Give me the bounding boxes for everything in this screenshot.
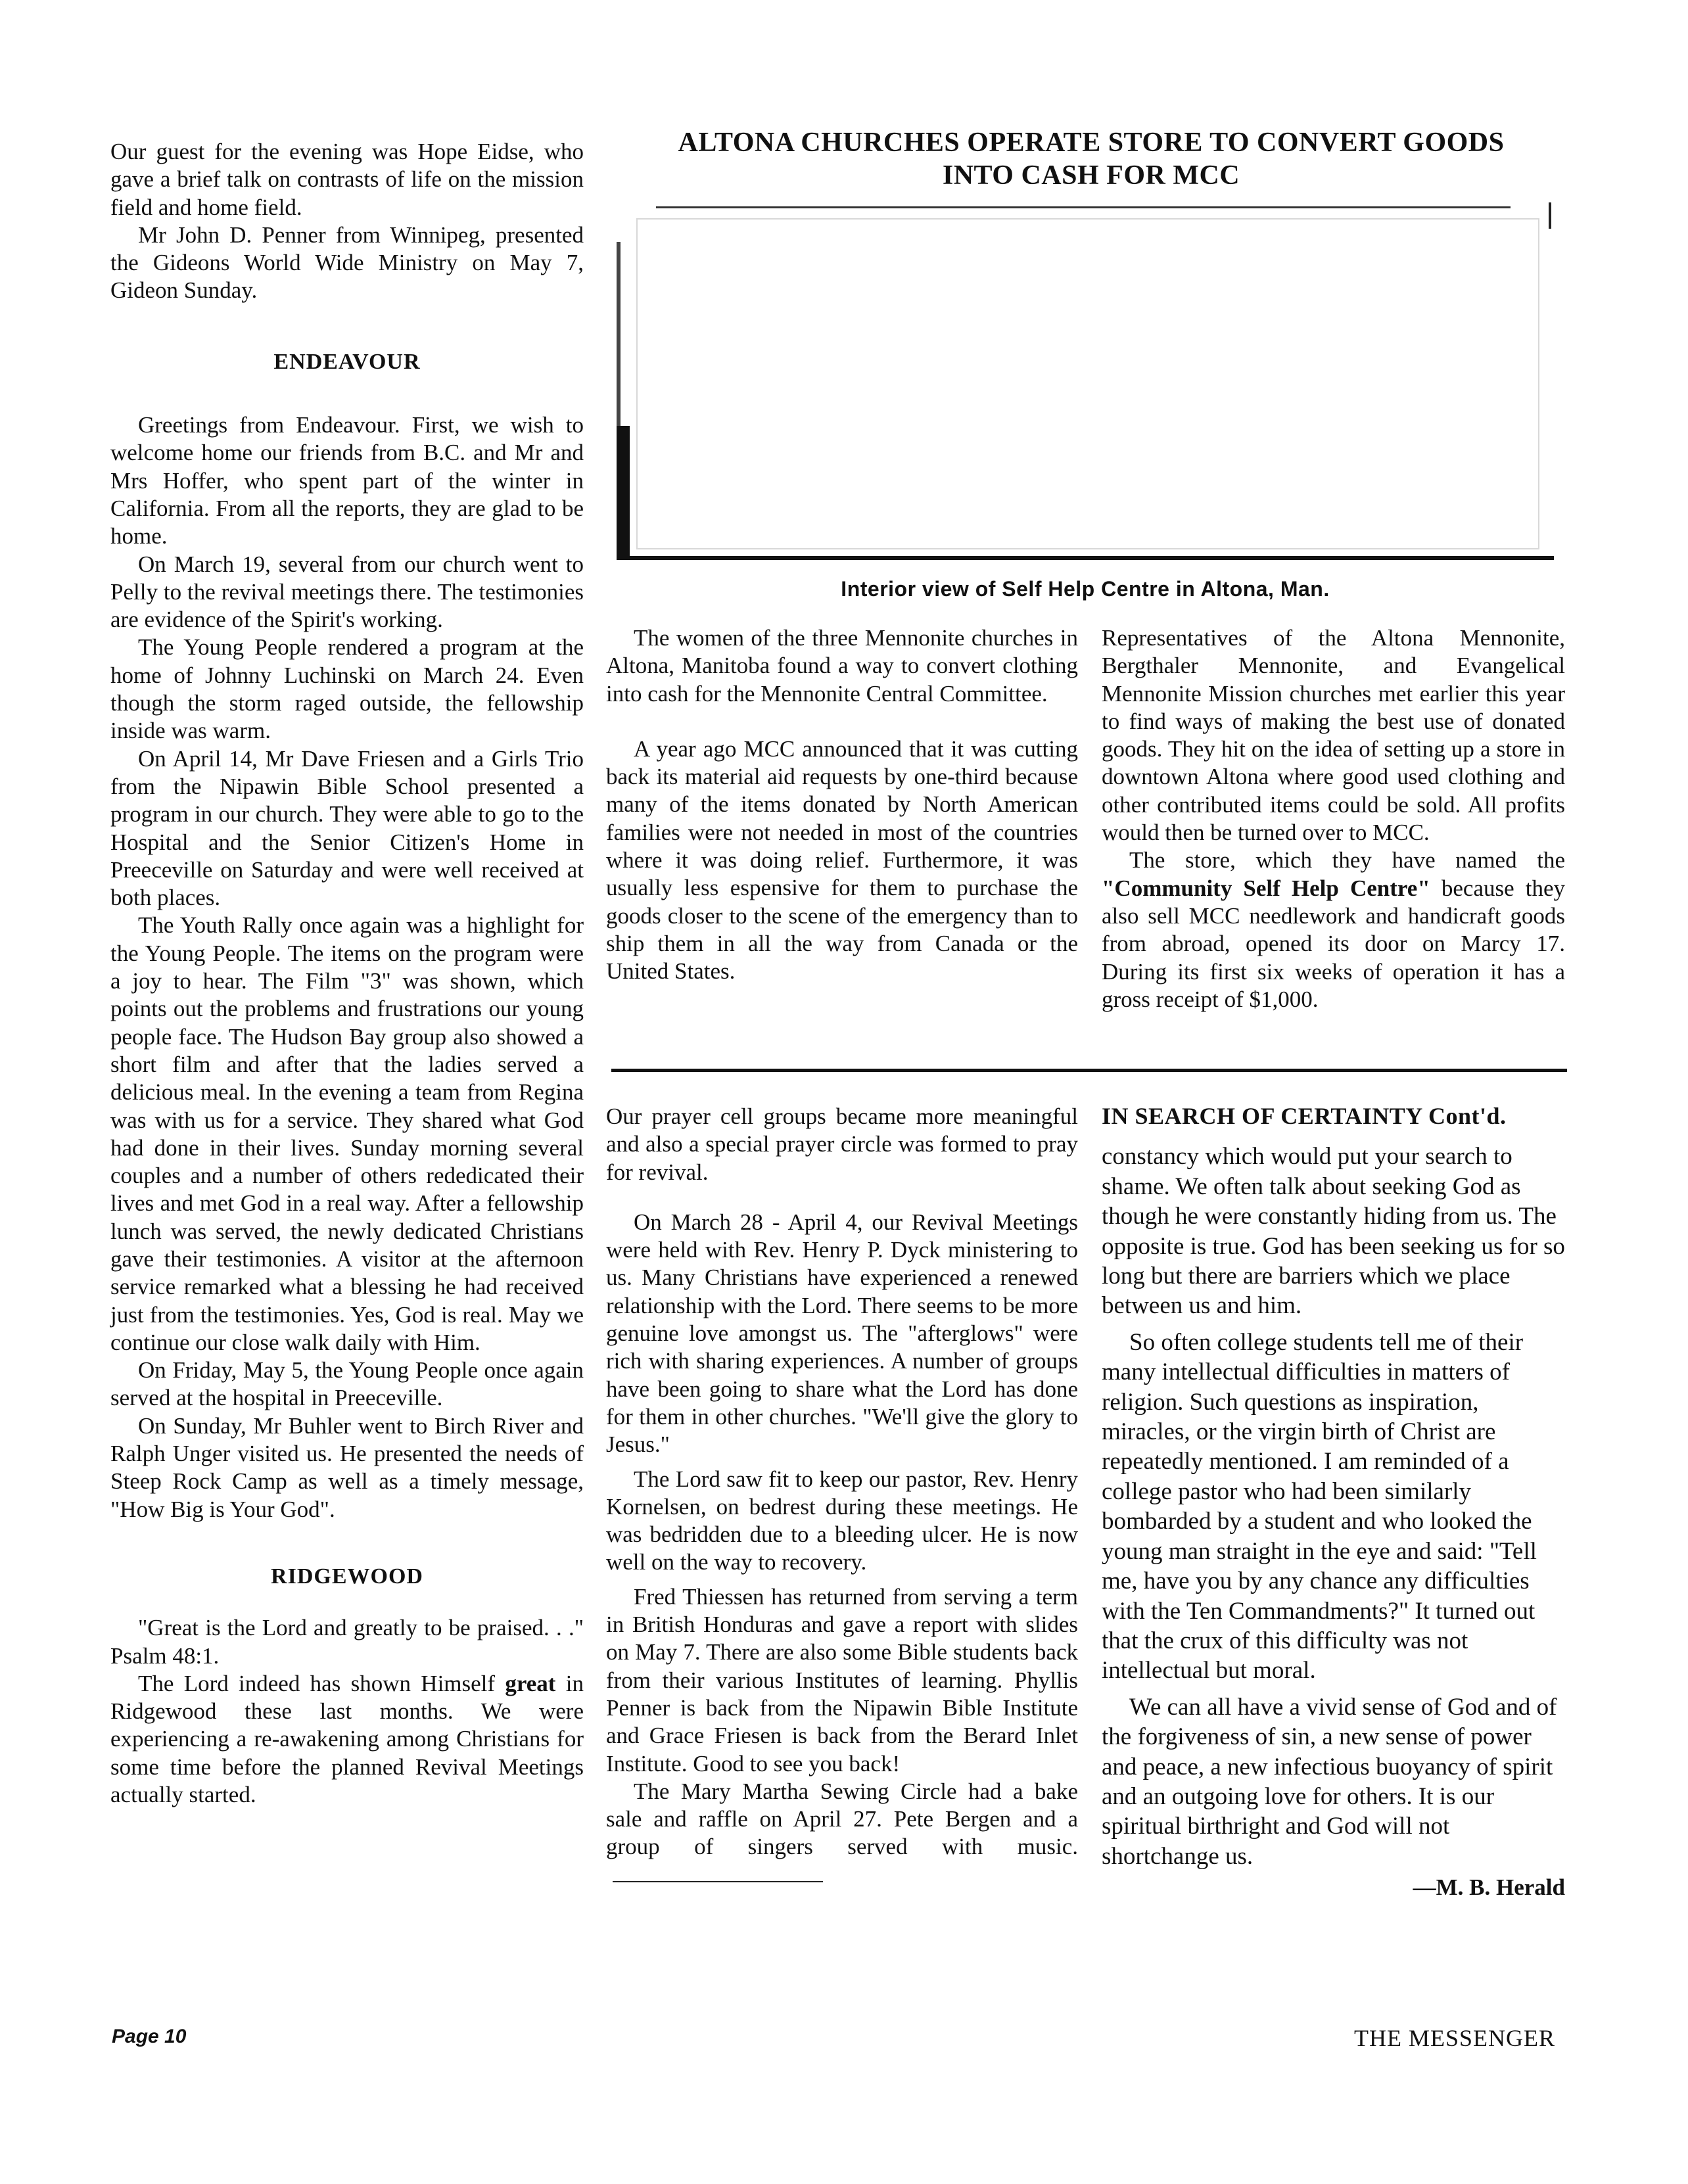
endeavour-paragraph: On March 19, several from our church went to Pelly to the revival meetings there. The testimonies are evidence of the Spirit's working.	[110, 551, 584, 633]
endeavour-paragraph: Greetings from Endeavour. First, we wish to welcome home our friends from B.C. and Mr and Mrs Hoffer, who spent part of the winter in California. From all the reports, they are glad to be home.	[110, 412, 584, 549]
altona-column-2	[1102, 624, 1565, 1013]
certainty-paragraph: constancy which would put your search to shame. We often talk about seeking God as though he were constantly hiding from us. The opposite is true. God has been seeking us for so long but there are barriers which we place between us and him.	[1102, 1143, 1565, 1320]
ridgewood-text: The Lord indeed has shown Himself	[138, 1670, 496, 1696]
altona-paragraph	[1102, 847, 1565, 1013]
altona-text: The store, which they have named the	[1129, 847, 1565, 873]
section-divider	[611, 1069, 1567, 1072]
endeavour-paragraph: On April 14, Mr Dave Friesen and a Girls Trio from the Nipawin Bible School presented a program in our church. They were able to go to the Hospital and the Senior Citizen's Home in Preeceville on Saturday and were well received at both places.	[110, 745, 584, 911]
ridgewood-paragraph: The Lord saw fit to keep our pastor, Rev. Henry Kornelsen, on bedrest during these meetings. He was bedridden due to a bleeding ulcer. He is now well on the way to recovery.	[606, 1466, 1078, 1575]
altona-paragraph: Representatives of the Altona Mennonite, Bergthaler Mennonite, and Evangelical Mennonite Mission churches met earlier this year to find ways of making the best use of donated goods. They hit on the idea of setting up a store in downtown Altona where good used clothing and other contributed items could be sold. All profits would then be turned over to MCC.	[1102, 625, 1565, 846]
author-signature: —M. B. Herald	[1413, 1874, 1565, 1901]
ridgewood-text: The Mary Martha Sewing Circle had a bake sale and raffle on April 27. Pete Bergen and a group of singers served with music.	[606, 1778, 1078, 1860]
endeavour-heading: ENDEAVOUR	[273, 349, 421, 374]
ridgewood-emphasis: great	[505, 1670, 556, 1696]
ridgewood-text: in Ridgewood these last months. We were experiencing a re-awakening among Christians for some time before the planned Revival Meetings actually started.	[110, 1670, 584, 1808]
publication-name: THE MESSENGER	[1354, 2025, 1556, 2051]
ridgewood-heading: RIDGEWOOD	[271, 1564, 423, 1589]
altona-headline-line: INTO CASH FOR MCC	[942, 160, 1240, 191]
altona-text: because they also sell MCC needlework and handicraft goods from abroad, opened its door on Marcy 17. During its first six weeks of operation it has a gross receipt of $1,000.	[1102, 875, 1565, 1012]
altona-paragraph: A year ago MCC announced that it was cutting back its material aid requests by one-third because many of the items donated by North American families were not needed in most of the countries where it was doing relief. Furthermore, it was usually less espensive for them to purchase the goods closer to the scene of the emergency than to ship them in all the way from Canada or the United States.	[606, 735, 1078, 985]
certainty-title: IN SEARCH OF CERTAINTY Cont'd.	[1102, 1103, 1507, 1129]
altona-headline-line: ALTONA CHURCHES OPERATE STORE TO CONVERT GOODS	[678, 128, 1505, 158]
ridgewood-quote: "Great is the Lord and greatly to be praised. . ." Psalm 48:1.	[110, 1615, 584, 1669]
certainty-paragraph: We can all have a vivid sense of God and of the forgiveness of sin, a new sense of power and peace, a new infectious buoyancy of spirit and an outgoing love for others. It is our spiritual birthright and God will not shortchange us.	[1102, 1693, 1557, 1870]
ridgewood-paragraph: Fred Thiessen has returned from serving a term in British Honduras and gave a report with slides on May 7. There are also some Bible students back from their various Institutes of learning. Phyllis Penner is back from the Nipawin Bible Institute and Grace Friesen is back from the Berard Inlet Institute. Good to see you back!	[606, 1583, 1078, 1777]
certainty-paragraph: So often college students tell me of their many intellectual difficulties in matters of religion. Such questions as inspiration, miracles, or the virgin birth of Christ are repeatedly mentioned. I am reminded of a college pastor who had been similarly bombarded by a student and who looked the young man straight in the eye and said: "Tell me, have you by any chance any difficulties with the Ten Commandments?" It turned out that the crux of this difficulty was not intellectual but moral.	[1102, 1328, 1537, 1684]
photo-border	[1549, 202, 1551, 229]
page-number: Page 10	[112, 2026, 187, 2047]
store-name: "Community Self Help Centre"	[1102, 875, 1430, 901]
end-line	[613, 1881, 823, 1882]
ridgewood-paragraph: Our prayer cell groups became more meaningful and also a special prayer circle was formed to pray for revival.	[606, 1104, 1078, 1185]
photo-area	[636, 218, 1539, 549]
photo-border	[617, 556, 1554, 560]
endeavour-paragraph: The Youth Rally once again was a highlight for the Young People. The items on the program were a joy to hear. The Film "3" was shown, which points out the problems and frustrations our young people face. The Hudson Bay group also showed a short film and after that the ladies served a delicious meal. In the evening a team from Regina was with us for a service. They shared what God had done in their lives. Sunday morning several couples and a number of others rededicated their lives and met God in a real way. After a fellowship lunch was served, the newly dedicated Christians gave their testimonies. A visitor at the afternoon service remarked what a blessing he had received just from the testimonies. Yes, God is real. May we continue our close walk daily with Him.	[110, 912, 584, 1355]
gideon-paragraph: Mr John D. Penner from Winnipeg, presented the Gideons World Wide Ministry on May 7, Gideon Sunday.	[110, 221, 584, 304]
guest-paragraph: Our guest for the evening was Hope Eidse, who gave a brief talk on contrasts of life on the mission field and home field.	[110, 139, 584, 220]
store-interior-photo	[617, 202, 1554, 563]
altona-paragraph: The women of the three Mennonite churches in Altona, Manitoba found a way to convert clothing into cash for the Mennonite Central Committee.	[606, 625, 1078, 707]
ridgewood-paragraph	[606, 1778, 1078, 1889]
altona-headline	[618, 126, 1564, 192]
ridgewood-paragraph: On March 28 - April 4, our Revival Meetings were held with Rev. Henry P. Dyck ministering to us. Many Christians have experienced a renewed relationship with the Lord. There seems to be more genuine love amongst us. The "afterglows" were rich with sharing experiences. A number of groups have been going to share what the Lord has done for them in other churches. "We'll give the glory to Jesus."	[606, 1209, 1078, 1458]
endeavour-paragraph: On Friday, May 5, the Young People once again served at the hospital in Preeceville.	[110, 1357, 584, 1411]
photo-caption: Interior view of Self Help Centre in Altona, Man.	[841, 577, 1330, 601]
photo-shadow	[617, 426, 630, 557]
ridgewood-paragraph	[110, 1670, 584, 1809]
endeavour-paragraph: The Young People rendered a program at the home of Johnny Luchinski on March 24. Even though the storm raged outside, the fellowship inside was warm.	[110, 634, 584, 744]
altona-column-1	[606, 624, 1078, 986]
left-column	[110, 138, 584, 1809]
ridgewood-continued-column	[606, 1103, 1078, 1889]
certainty-column	[1102, 1102, 1565, 1903]
endeavour-paragraph: On Sunday, Mr Buhler went to Birch River and Ralph Unger visited us. He presented the needs of Steep Rock Camp as well as a timely message, "How Big is Your God".	[110, 1412, 584, 1522]
photo-border	[656, 206, 1511, 208]
